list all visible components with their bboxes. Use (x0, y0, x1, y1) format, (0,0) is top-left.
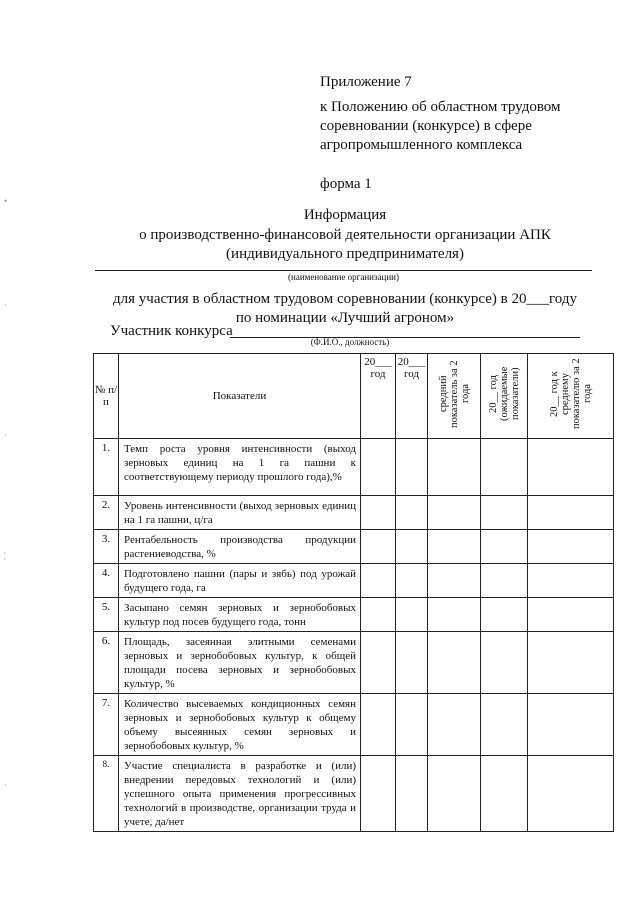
header-num: № п/п (94, 354, 119, 439)
value-cell[interactable] (396, 598, 428, 632)
value-cell[interactable] (428, 530, 481, 564)
header-ratio-cell (528, 354, 614, 439)
value-cell[interactable] (428, 564, 481, 598)
row-number: 8. (94, 756, 119, 832)
row-number: 2. (94, 496, 119, 530)
row-number: 1. (94, 439, 119, 496)
organization-name-caption: (наименование организации) (288, 272, 399, 282)
header-indicators: Показатели (119, 354, 361, 439)
value-cell[interactable] (481, 694, 528, 756)
indicators-table (93, 353, 614, 832)
document-title: Информация (303, 207, 387, 223)
table-row (94, 530, 614, 564)
value-cell[interactable] (396, 756, 428, 832)
value-cell[interactable] (396, 694, 428, 756)
value-cell[interactable] (481, 564, 528, 598)
value-cell[interactable] (528, 694, 614, 756)
header-average-cell (428, 354, 481, 439)
value-cell[interactable] (361, 496, 396, 530)
value-cell[interactable] (528, 564, 614, 598)
value-cell[interactable] (428, 694, 481, 756)
value-cell[interactable] (428, 496, 481, 530)
value-cell[interactable] (528, 756, 614, 832)
row-indicator: Уровень интенсивности (выход зерновых единиц на 1 га пашни, ц/га (119, 496, 361, 530)
table-row (94, 439, 614, 496)
value-cell[interactable] (528, 530, 614, 564)
participant-caption: (Ф.И.О., должность) (310, 337, 390, 347)
value-cell[interactable] (361, 564, 396, 598)
value-cell[interactable] (481, 439, 528, 496)
margin-mark: · (4, 300, 7, 310)
value-cell[interactable] (428, 598, 481, 632)
nomination-line: по номинации «Лучший агроном» (235, 310, 455, 326)
header-average: средний показатель за 2 года (437, 360, 471, 428)
row-number: 4. (94, 564, 119, 598)
row-indicator: Подготовлено пашни (пары и зябь) под урожай будущего года, га (119, 564, 361, 598)
participant-label: Участник конкурса (110, 323, 233, 339)
table-row (94, 564, 614, 598)
header-expected: 20__ год (ожидаемые показатели) (487, 366, 521, 422)
value-cell[interactable] (396, 530, 428, 564)
row-indicator: Площадь, засеянная элитными семенами зерновых и зернобобовых культур, к общей площади посева зерновых и зернобобовых культур, % (119, 632, 361, 694)
appendix-number: Приложение 7 (320, 74, 412, 90)
value-cell[interactable] (481, 496, 528, 530)
value-cell[interactable] (396, 496, 428, 530)
row-number: 6. (94, 632, 119, 694)
table-row (94, 694, 614, 756)
organization-name-line (95, 270, 592, 271)
value-cell[interactable] (361, 530, 396, 564)
value-cell[interactable] (528, 496, 614, 530)
regulation-reference: к Положению об областном трудовом соревновании (конкурсе) в сфере агропромышленного комплекса (320, 99, 561, 153)
value-cell[interactable] (481, 632, 528, 694)
header-expected-cell (481, 354, 528, 439)
row-indicator: Темп роста уровня интенсивности (выход зерновых единиц на 1 га пашни к соответствующему периоду прошлого года),% (119, 439, 361, 496)
value-cell[interactable] (481, 598, 528, 632)
value-cell[interactable] (428, 632, 481, 694)
document-subtitle: о производственно-финансовой деятельности организации АПК (индивидуального предпринимателя) (139, 227, 551, 262)
value-cell[interactable] (396, 439, 428, 496)
row-number: 7. (94, 694, 119, 756)
margin-mark: • (4, 196, 8, 206)
row-indicator: Участие специалиста в разработке и (или) внедрении передовых технологий и (или) успешного опыта применения прогрессивных технологий в производстве, организации труда и учете, да/нет (119, 756, 361, 832)
table-row (94, 632, 614, 694)
margin-mark: ¦ (4, 550, 6, 560)
value-cell[interactable] (361, 756, 396, 832)
table-row (94, 598, 614, 632)
value-cell[interactable] (396, 632, 428, 694)
participation-line-1: для участия в областном трудовом соревновании (конкурсе) в 20___году (113, 291, 577, 307)
value-cell[interactable] (528, 598, 614, 632)
table-row (94, 496, 614, 530)
value-cell[interactable] (428, 439, 481, 496)
value-cell[interactable] (396, 564, 428, 598)
value-cell[interactable] (361, 632, 396, 694)
header-year-2: 20___ год (396, 354, 428, 439)
table-row (94, 756, 614, 832)
margin-mark: · (4, 780, 7, 790)
row-number: 5. (94, 598, 119, 632)
header-year-1: 20___ год (361, 354, 396, 439)
margin-mark: · (4, 430, 7, 440)
value-cell[interactable] (481, 756, 528, 832)
table-header-row (94, 354, 614, 439)
row-indicator: Количество высеваемых кондиционных семян зерновых и зернобобовых культур к общему объему высеянных семян зерновых и зернобобовых культур, % (119, 694, 361, 756)
header-ratio: 20__ год к среднему показателю за 2 года (548, 358, 593, 430)
value-cell[interactable] (361, 439, 396, 496)
row-indicator: Засыпано семян зерновых и зернобобовых культур под посев будущего года, тонн (119, 598, 361, 632)
value-cell[interactable] (361, 598, 396, 632)
value-cell[interactable] (528, 439, 614, 496)
row-number: 3. (94, 530, 119, 564)
value-cell[interactable] (481, 530, 528, 564)
row-indicator: Рентабельность производства продукции растениеводства, % (119, 530, 361, 564)
value-cell[interactable] (428, 756, 481, 832)
value-cell[interactable] (361, 694, 396, 756)
value-cell[interactable] (528, 632, 614, 694)
form-label: форма 1 (320, 176, 372, 192)
